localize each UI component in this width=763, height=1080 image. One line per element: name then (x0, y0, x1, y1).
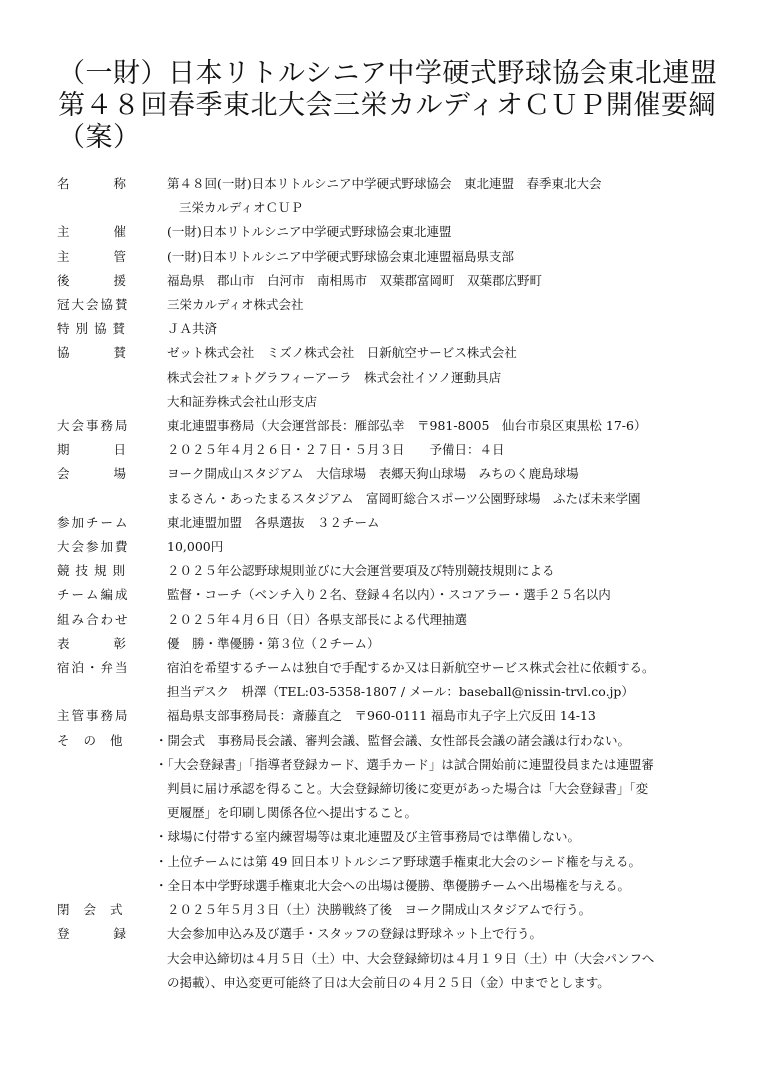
row-manage (57, 245, 737, 269)
row-award (57, 632, 737, 656)
row-office (57, 414, 737, 438)
value-other-b2c: 更履歴」を印刷し関係各位へ提出すること。 (167, 805, 418, 821)
row-roster (57, 583, 737, 607)
label-draw: 組み合わせ (57, 611, 130, 627)
row-venue-cont (57, 487, 737, 511)
value-teams: 東北連盟加盟 各県選抜 ３２チーム (167, 514, 380, 530)
row-other-b2b (57, 777, 737, 801)
label-name: 名称 (57, 176, 171, 191)
row-special (57, 317, 737, 341)
label-rules: 競技規則 (57, 563, 132, 579)
row-other-b2a (57, 753, 737, 777)
label-teams: 参加チーム (57, 514, 130, 530)
value-lodging: 宿泊を希望するチームは独自で手配するか又は日新航空サービス株式会社に依頼する。 (167, 660, 655, 676)
label-lodging: 宿泊・弁当 (57, 660, 130, 676)
row-name-cont (57, 196, 737, 220)
label-office: 大会事務局 (57, 418, 130, 434)
label-sponsor: 協賛 (57, 345, 171, 361)
row-other-b3 (57, 825, 737, 849)
label-special: 特別協賛 (57, 321, 132, 337)
value-registration: 大会参加申込み及び選手・スタッフの登録は野球ネット上で行う。 (167, 926, 543, 942)
label-period: 期日 (57, 442, 171, 458)
label-fee: 大会参加費 (57, 539, 130, 555)
row-other-b5 (57, 874, 737, 898)
value-name-cont: 三栄カルディオＣＵＰ (179, 200, 304, 216)
value-venue-cont: まるさん・あったまるスタジアム 富岡町総合スポーツ公園野球場 ふたば未来学園 (167, 490, 641, 506)
value-manage: (一財)日本リトルシニア中学硬式野球協会東北連盟福島県支部 (167, 248, 514, 264)
value-lodging-cont: 担当デスク 枡澤（TEL:03-5358-1807 / メール：baseball@nissin-trvl.co.jp） (167, 684, 634, 700)
value-office2: 福島県支部事務局長：斎藤直之 〒960-0111 福島市丸子字上穴反田 14-13 (167, 708, 596, 724)
title-line-1: （一財）日本リトルシニア中学硬式野球協会東北連盟 (58, 58, 718, 89)
label-other: その他 (57, 732, 137, 748)
value-registration-cont-2: の掲載）、申込変更可能終了日は大会前日の４月２５日（金）中までとします。 (167, 974, 610, 990)
label-roster: チーム編成 (57, 587, 130, 603)
value-registration-cont-1: 大会申込締切は４月５日（土）中、大会登録締切は４月１９日（土）中（大会パンフへ (167, 950, 655, 966)
row-sponsor-cont-2 (57, 390, 737, 414)
row-crown (57, 293, 737, 317)
value-venue: ヨーク開成山スタジアム 大信球場 表郷天狗山球場 みちのく鹿島球場 (167, 466, 579, 482)
label-crown: 冠大会協賛 (57, 297, 130, 313)
label-closing: 閉会式 (57, 902, 137, 918)
row-teams (57, 511, 737, 535)
title-line-2: 第４８回春季東北大会三栄カルディオＣＵＰ開催要綱 (58, 90, 716, 121)
value-other-b1: ・開会式 事務局長会議、審判会議、監督会議、女性部長会議の諸会議は行わない。 (155, 732, 631, 748)
value-crown: 三栄カルディオ株式会社 (167, 297, 304, 313)
row-other-b4 (57, 850, 737, 874)
value-special: ＪＡ共済 (167, 321, 218, 337)
value-period: ２０２５年４月２６日・２７日・５月３日 予備日：４日 (167, 442, 505, 458)
value-fee: 10,000円 (167, 539, 224, 555)
label-award: 表彰 (57, 635, 171, 651)
value-other-b3: ・球場に付帯する室内練習場等は東北連盟及び主管事務局では準備しない。 (155, 829, 581, 845)
value-rules: ２０２５年公認野球規則並びに大会運営要項及び特別競技規則による (167, 563, 555, 579)
value-draw: ２０２５年４月６日（日）各県支部長による代理抽選 (167, 611, 468, 627)
row-closing (57, 898, 737, 922)
row-other-b2c (57, 801, 737, 825)
value-office: 東北連盟事務局（大会運営部長：雁部弘幸 〒981-8005 仙台市泉区東黒松 17-6） (167, 418, 647, 434)
title-line-3: （案） (58, 122, 141, 153)
label-manage: 主管 (57, 248, 171, 264)
row-name (57, 172, 737, 196)
label-venue: 会場 (57, 466, 171, 482)
row-host (57, 220, 737, 244)
row-sponsor-cont-1 (57, 366, 737, 390)
value-closing: ２０２５年５月３日（土）決勝戦終了後 ヨーク開成山スタジアムで行う。 (167, 902, 592, 918)
value-name: 第４８回(一財)日本リトルシニア中学硬式野球協会 東北連盟 春季東北大会 (167, 176, 602, 191)
value-award: 優 勝・準優勝・第３位（２チーム） (167, 635, 380, 651)
value-other-b4: ・上位チームには第 49 回日本リトルシニア野球選手権東北大会のシード権を与える。 (155, 853, 642, 869)
row-other (57, 729, 737, 753)
row-fee (57, 535, 737, 559)
row-lodging (57, 656, 737, 680)
row-period (57, 438, 737, 462)
row-lodging-cont (57, 680, 737, 704)
value-roster: 監督・コーチ（ベンチ入り２名、登録４名以内）・スコアラー・選手２５名以内 (167, 587, 611, 603)
row-rules (57, 559, 737, 583)
label-registration: 登録 (57, 926, 171, 942)
value-other-b2a: ・「大会登録書」「指導者登録カード、選手カード」は試合開始前に連盟役員または連盟審 (155, 756, 654, 772)
value-sponsor: ゼット株式会社 ミズノ株式会社 日新航空サービス株式会社 (167, 345, 517, 361)
row-sponsor (57, 341, 737, 365)
value-other-b2b: 判員に届け承認を得ること。大会登録締切後に変更があった場合は「大会登録書」「変 (167, 781, 649, 797)
row-draw (57, 608, 737, 632)
value-sponsor-cont-1: 株式会社フォトグラフィーアーラ 株式会社イソノ運動具店 (167, 369, 502, 385)
row-registration-cont-2 (57, 971, 737, 995)
row-support (57, 269, 737, 293)
row-office2 (57, 704, 737, 728)
row-registration-cont-1 (57, 947, 737, 971)
row-venue (57, 462, 737, 486)
label-host: 主催 (57, 224, 171, 240)
value-host: (一財)日本リトルシニア中学硬式野球協会東北連盟 (167, 224, 452, 240)
label-support: 後援 (57, 272, 171, 288)
label-office2: 主管事務局 (57, 708, 130, 724)
row-registration (57, 922, 737, 946)
value-sponsor-cont-2: 大和証券株式会社山形支店 (167, 393, 318, 409)
value-support: 福島県 郡山市 白河市 南相馬市 双葉郡富岡町 双葉郡広野町 (167, 272, 543, 288)
value-other-b5: ・全日本中学野球選手権東北大会への出場は優勝、準優勝チームへ出場権を与える。 (155, 877, 631, 893)
outline-table (57, 172, 737, 995)
